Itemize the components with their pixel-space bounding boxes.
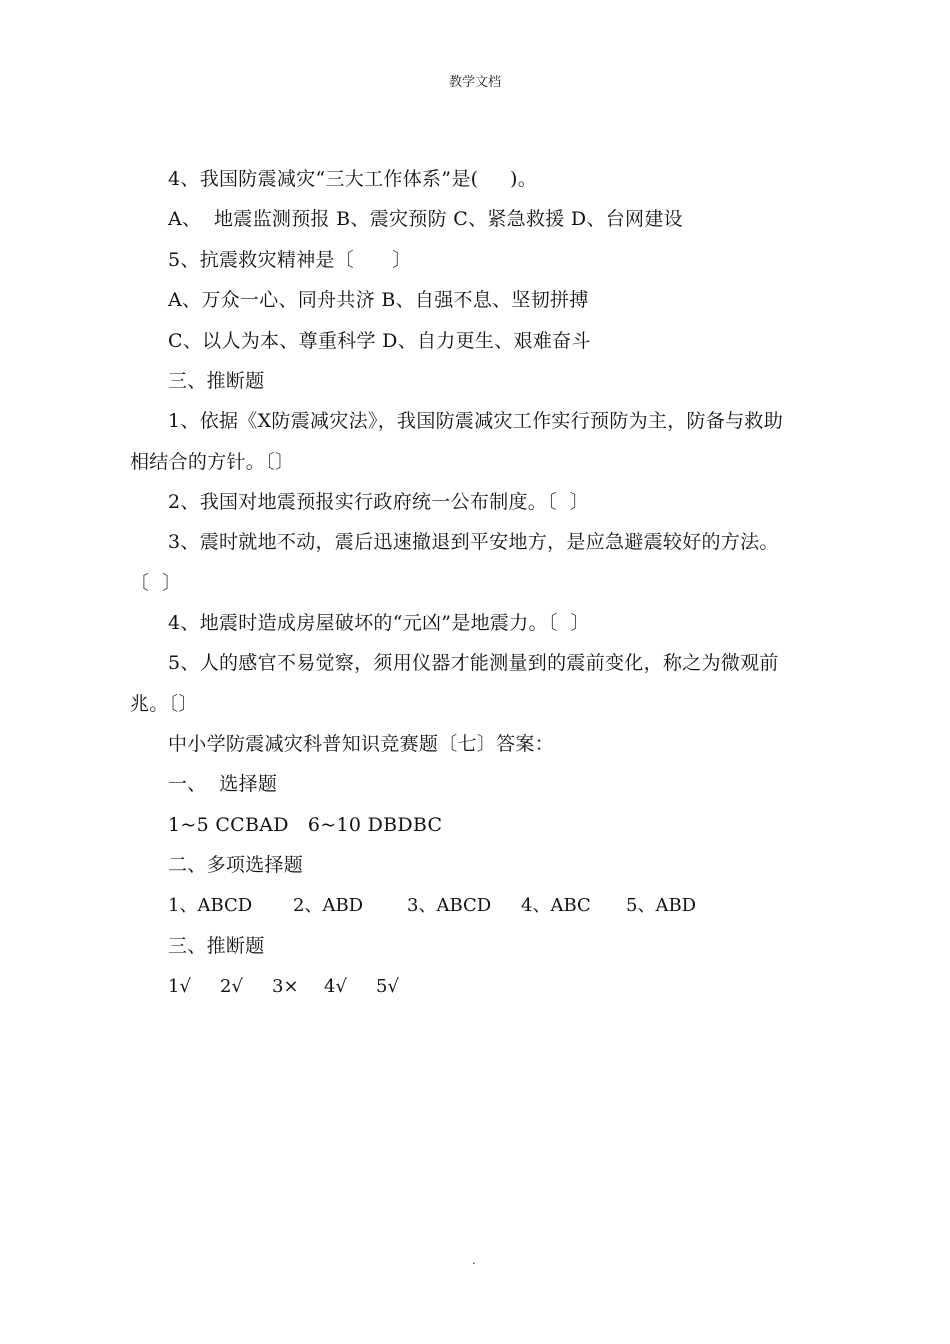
question-5-options-1: A、万众一心、同舟共济 B、自强不息、坚韧拼搏 [168, 289, 589, 311]
question-5: 5、抗震救灾精神是〔 〕 [168, 249, 412, 271]
answers-section-1-heading: 一、 选择题 [168, 773, 278, 795]
judge-answer: 5√ [376, 976, 399, 997]
judgement-5-line-1: 5、人的感官不易觉察，须用仪器才能测量到的震前变化，称之为微观前 [168, 652, 779, 674]
answers-section-1-values: 1~5 CCBAD 6~10 DBDBC [168, 814, 443, 836]
answers-section-2-heading: 二、多项选择题 [168, 854, 304, 876]
page-header: 教学文档 [448, 75, 501, 90]
multi-answer: 4、ABC [521, 895, 591, 916]
judgement-3-line-1: 3、震时就地不动，震后迅速撤退到平安地方，是应急避震较好的方法。 [168, 531, 779, 553]
judge-answer: 4√ [324, 976, 347, 997]
multi-answer: 1、ABCD [168, 895, 253, 916]
judge-answer: 2√ [220, 976, 243, 997]
answers-section-3-heading: 三、推断题 [168, 935, 265, 957]
judgement-1-line-2: 相结合的方针。〔〕 [130, 451, 295, 473]
section-judgement-heading: 三、推断题 [168, 370, 265, 392]
question-4-options: A、 地震监测预报 B、震灾预防 C、紧急救援 D、台网建设 [168, 208, 683, 230]
judgement-3-line-2: 〔 〕 [130, 572, 182, 594]
judgement-1-line-1: 1、依据《X防震减灾法》，我国防震减灾工作实行预防为主，防备与救助 [168, 410, 784, 432]
multi-answer: 2、ABD [293, 895, 364, 916]
judge-answer: 3× [272, 976, 299, 997]
answers-title: 中小学防震减灾科普知识竞赛题〔七〕答案： [168, 733, 555, 755]
question-4: 4、我国防震减灾“三大工作体系”是( )。 [168, 168, 538, 190]
question-5-options-2: C、以人为本、尊重科学 D、自力更生、艰难奋斗 [168, 330, 591, 352]
judgement-2: 2、我国对地震预报实行政府统一公布制度。〔 〕 [168, 491, 589, 513]
judgement-5-line-2: 兆。〔〕 [130, 693, 198, 715]
multi-answer: 3、ABCD [407, 895, 492, 916]
footer-mark: . [472, 1253, 476, 1267]
multi-answer: 5、ABD [626, 895, 697, 916]
judge-answer: 1√ [168, 976, 191, 997]
judgement-4: 4、地震时造成房屋破坏的“元凶”是地震力。〔 〕 [168, 612, 590, 634]
